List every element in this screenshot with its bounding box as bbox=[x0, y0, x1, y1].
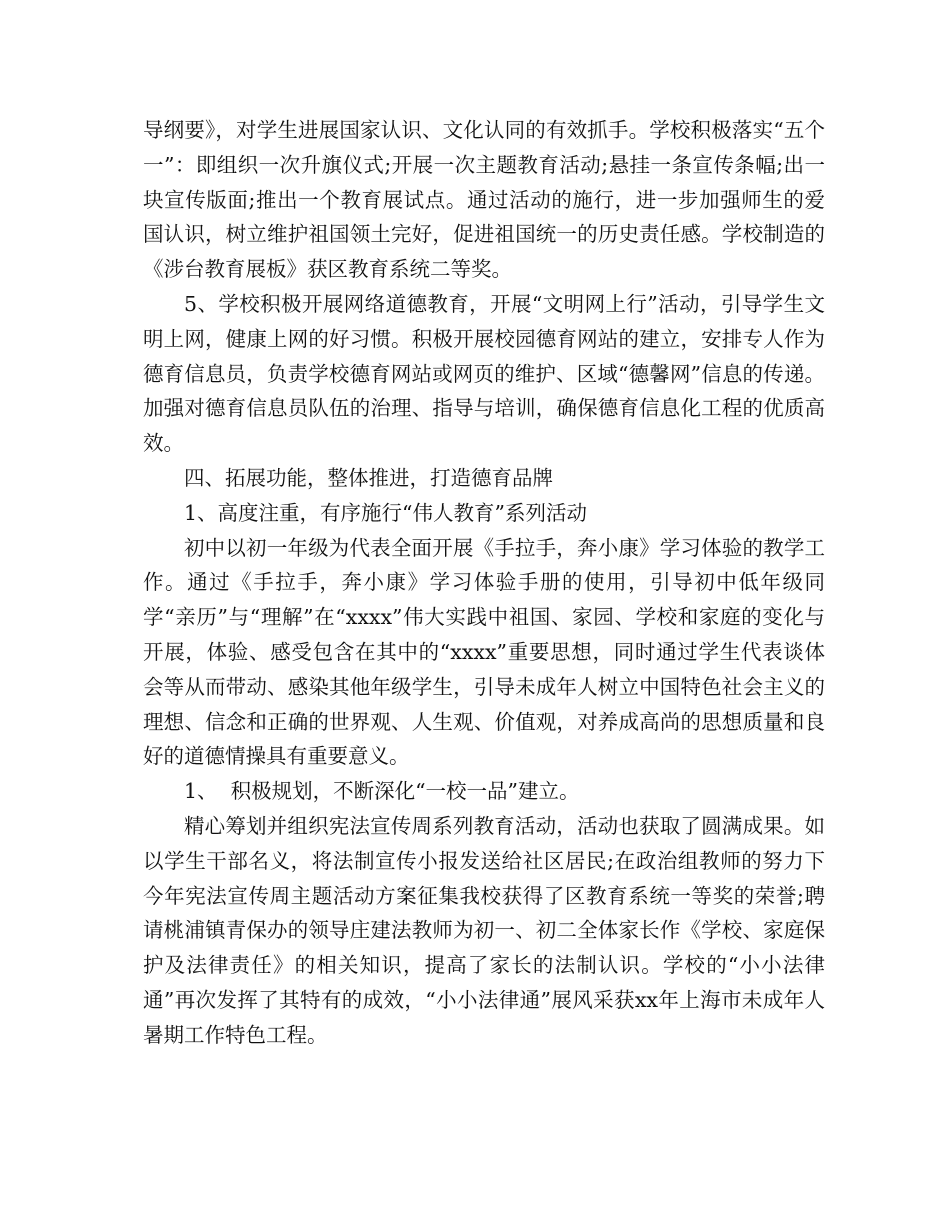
subsection-heading-2: 1、 积极规划，不断深化“一校一品”建立。 bbox=[184, 779, 580, 804]
paragraph-4: 精心筹划并组织宪法宣传周系列教育活动，活动也获取了圆满成果。如以学生干部名义，将法制宣传小报发送给社区居民;在政治组教师的努力下今年宪法宣传周主题活动方案征集我校获得了区教育系统一等奖的荣誉;聘请桃浦镇青保办的领导庄建法教师为初一、初二全体家长作《学校、家庭保护及法律责任》的相关知识，提高了家长的法制认识。学校的“小小法律通”再次发挥了其特有的成效，“小小法律通”展风采获xx年上海市未成年人暑期工作特色工程。 bbox=[143, 813, 825, 1047]
document-body bbox=[143, 113, 825, 1053]
subsection-heading-1: 1、高度注重，有序施行“伟人教育”系列活动 bbox=[184, 500, 588, 525]
section-heading: 四、拓展功能，整体推进，打造德育品牌 bbox=[184, 465, 553, 490]
paragraph-2: 5、学校积极开展网络道德教育，开展“文明网上行”活动，引导学生文明上网，健康上网的好习惯。积极开展校园德育网站的建立，安排专人作为德育信息员，负责学校德育网站或网页的维护、区域“德馨网”信息的传递。加强对德育信息员队伍的治理、指导与培训，确保德育信息化工程的优质高效。 bbox=[143, 291, 825, 456]
paragraph-3: 初中以初一年级为代表全面开展《手拉手，奔小康》学习体验的教学工作。通过《手拉手，奔小康》学习体验手册的使用，引导初中低年级同学“亲历”与“理解”在“xxxx”伟大实践中祖国、家园、学校和家庭的变化与开展，体验、感受包含在其中的“xxxx”重要思想，同时通过学生代表谈体会等从而带动、感染其他年级学生，引导未成年人树立中国特色社会主义的理想、信念和正确的世界观、人生观、价值观，对养成高尚的思想质量和良好的道德情操具有重要意义。 bbox=[143, 535, 825, 769]
paragraph-1: 导纲要》，对学生进展国家认识、文化认同的有效抓手。学校积极落实“五个一”：即组织一次升旗仪式;开展一次主题教育活动;悬挂一条宣传条幅;出一块宣传版面;推出一个教育展试点。通过活动的施行，进一步加强师生的爱国认识，树立维护祖国领土完好，促进祖国统一的历史责任感。学校制造的《涉台教育展板》获区教育系统二等奖。 bbox=[143, 118, 825, 282]
